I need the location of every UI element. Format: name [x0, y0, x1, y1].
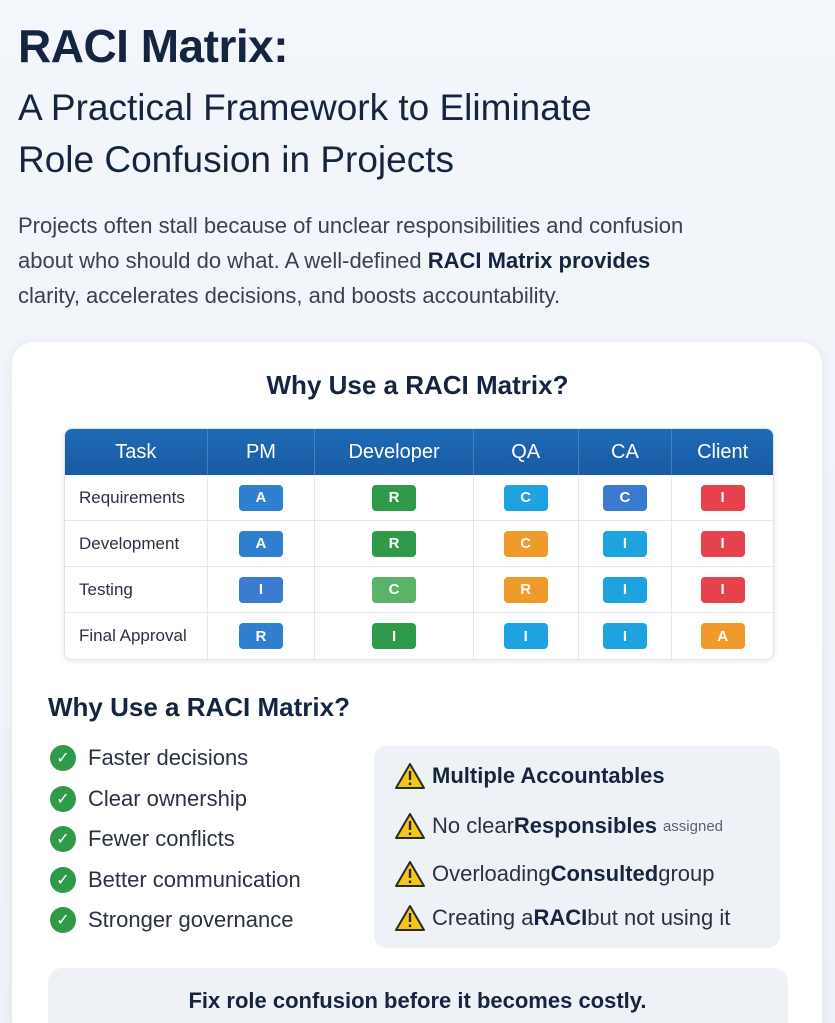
benefits-list — [50, 738, 301, 941]
pitfalls-panel — [374, 746, 780, 948]
role-cell — [672, 475, 773, 520]
check-circle-icon: ✓ — [50, 786, 76, 812]
task-cell: Development — [65, 521, 208, 566]
pitfall-text-small: assigned — [662, 817, 724, 835]
raci-badge: C — [603, 485, 647, 511]
pitfall-item — [394, 812, 723, 840]
pitfall-item — [394, 762, 665, 790]
pitfall-text-post: but not using it — [587, 905, 731, 930]
raci-badge: I — [603, 577, 647, 603]
benefit-item — [50, 860, 301, 901]
raci-badge: R — [504, 577, 548, 603]
intro-paragraph — [18, 208, 818, 313]
column-header: Task — [65, 429, 208, 475]
benefit-label: Clear ownership — [88, 785, 247, 811]
page-subtitle-line-1: A Practical Framework to Eliminate — [18, 87, 592, 128]
role-cell — [474, 567, 579, 612]
check-circle-icon: ✓ — [50, 907, 76, 933]
role-cell — [579, 475, 673, 520]
raci-badge: I — [372, 623, 416, 649]
pitfall-text-bold: Multiple Accountables — [432, 763, 665, 788]
matrix-header-row — [65, 429, 773, 475]
role-cell — [474, 475, 579, 520]
raci-matrix-table — [64, 428, 774, 660]
role-cell — [474, 613, 579, 659]
intro-line-1: Projects often stall because of unclear responsibilities and confusion — [18, 213, 684, 238]
intro-line-2 — [18, 243, 818, 278]
pitfall-text-bold: RACI — [533, 905, 588, 930]
check-circle-icon: ✓ — [50, 826, 76, 852]
raci-badge: C — [372, 577, 416, 603]
table-row — [65, 521, 773, 567]
warning-icon — [394, 860, 426, 888]
role-cell — [315, 475, 474, 520]
raci-badge: A — [239, 485, 283, 511]
pitfall-item — [394, 904, 730, 932]
pitfall-text-bold: Responsibles — [513, 813, 657, 838]
column-header: QA — [474, 429, 579, 475]
table-row — [65, 567, 773, 613]
role-cell — [315, 567, 474, 612]
role-cell — [474, 521, 579, 566]
role-cell — [579, 521, 673, 566]
role-cell — [579, 567, 673, 612]
raci-badge: I — [701, 577, 745, 603]
pitfall-item — [394, 860, 714, 888]
raci-badge: C — [504, 531, 548, 557]
task-cell: Testing — [65, 567, 208, 612]
role-cell — [208, 613, 316, 659]
raci-badge: I — [701, 485, 745, 511]
raci-badge: C — [504, 485, 548, 511]
pitfall-text: Overloading — [432, 861, 551, 886]
benefits-section-title: Why Use a RACI Matrix? — [48, 692, 350, 722]
role-cell — [315, 521, 474, 566]
pitfall-text-bold: Consulted — [550, 861, 659, 886]
header — [18, 18, 818, 186]
page-subtitle-line-2: Role Confusion in Projects — [18, 139, 454, 180]
raci-badge: I — [504, 623, 548, 649]
pitfall-text-post: group — [658, 861, 715, 886]
page-title: RACI Matrix: — [18, 20, 289, 72]
raci-badge: A — [701, 623, 745, 649]
role-cell — [208, 521, 316, 566]
benefit-item — [50, 779, 301, 820]
benefit-label: Stronger governance — [88, 907, 294, 933]
task-cell: Requirements — [65, 475, 208, 520]
role-cell — [208, 475, 316, 520]
task-cell: Final Approval — [65, 613, 208, 659]
role-cell — [672, 613, 773, 659]
table-row — [65, 475, 773, 521]
benefit-item — [50, 738, 301, 779]
footer-text: Fix role confusion before it becomes costly. — [188, 988, 647, 1013]
role-cell — [315, 613, 474, 659]
benefit-item — [50, 900, 301, 941]
intro-line-2-bold: RACI Matrix provides — [427, 248, 651, 273]
raci-badge: R — [239, 623, 283, 649]
raci-badge: R — [372, 531, 416, 557]
check-circle-icon: ✓ — [50, 745, 76, 771]
raci-badge: I — [603, 531, 647, 557]
role-cell — [208, 567, 316, 612]
warning-icon — [394, 904, 426, 932]
role-cell — [672, 521, 773, 566]
raci-badge: I — [701, 531, 745, 557]
role-cell — [672, 567, 773, 612]
column-header: Developer — [315, 429, 474, 475]
benefit-label: Faster decisions — [88, 745, 249, 771]
warning-icon — [394, 812, 426, 840]
pitfall-text: No clear — [432, 813, 514, 838]
intro-line-3: clarity, accelerates decisions, and boosts accountability. — [18, 283, 561, 308]
matrix-section-title: Why Use a RACI Matrix? — [266, 370, 569, 400]
table-row — [65, 613, 773, 659]
matrix-body — [65, 475, 773, 659]
pitfall-text: Creating a — [432, 905, 534, 930]
raci-badge: I — [239, 577, 283, 603]
column-header: CA — [579, 429, 673, 475]
raci-badge: A — [239, 531, 283, 557]
raci-badge: R — [372, 485, 416, 511]
role-cell — [579, 613, 673, 659]
warning-icon — [394, 762, 426, 790]
benefit-label: Fewer conflicts — [88, 826, 235, 852]
column-header: PM — [208, 429, 316, 475]
check-circle-icon: ✓ — [50, 867, 76, 893]
raci-badge: I — [603, 623, 647, 649]
column-header: Client — [697, 440, 749, 463]
benefit-item — [50, 819, 301, 860]
benefit-label: Better communication — [88, 866, 301, 892]
intro-line-2-text: about who should do what. A well-defined — [18, 248, 428, 273]
